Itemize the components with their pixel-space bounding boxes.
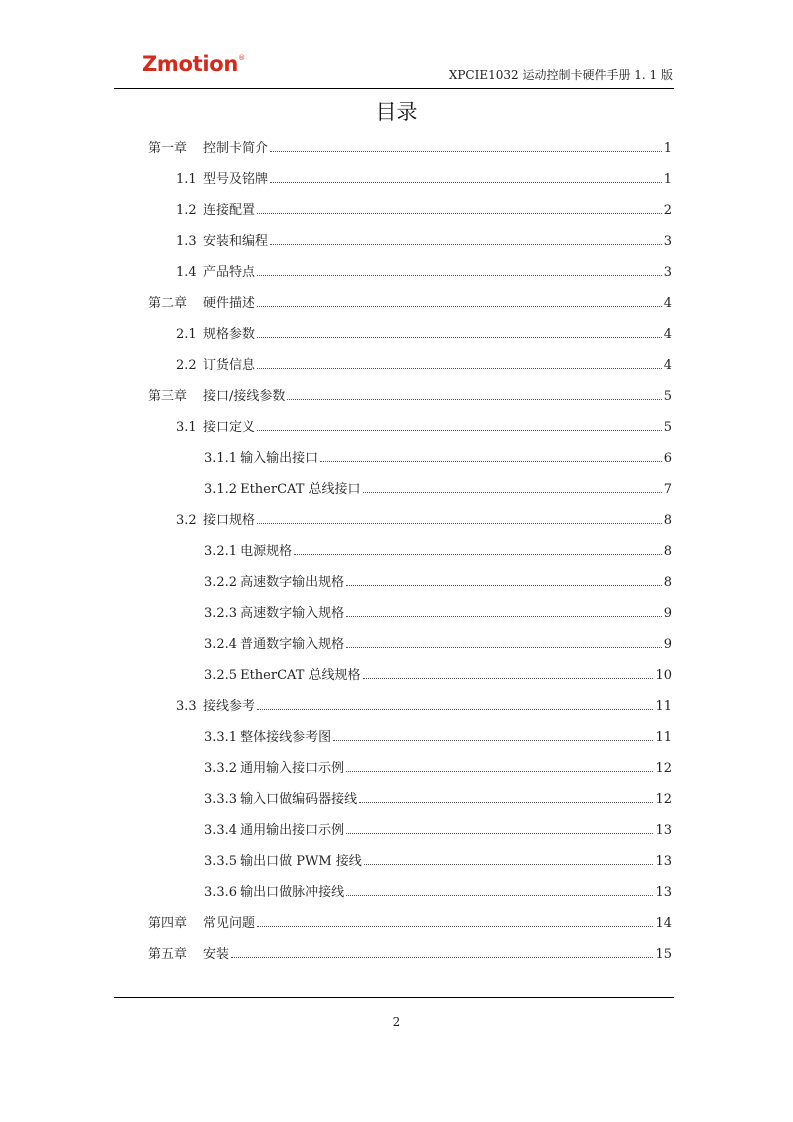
toc-entry-title: 高速数字输入规格 xyxy=(240,606,345,621)
toc-entry[interactable] xyxy=(204,819,672,837)
toc-entry-number: 1.1 xyxy=(176,172,197,187)
toc-dot-leader xyxy=(363,488,662,493)
toc-dot-leader xyxy=(287,395,661,400)
toc-dot-leader xyxy=(346,767,653,772)
toc-entry-title: 常见问题 xyxy=(203,916,256,931)
toc-entry[interactable] xyxy=(204,540,672,558)
toc-entry-number: 3.2.4 xyxy=(204,637,238,652)
zmotion-logo xyxy=(142,52,245,76)
toc-entry-page: 3 xyxy=(663,265,672,280)
toc-entry[interactable] xyxy=(148,385,672,403)
toc-dot-leader xyxy=(270,147,662,152)
toc-entry-title: 规格参数 xyxy=(203,327,256,342)
toc-entry[interactable] xyxy=(148,912,672,930)
toc-entry-page: 3 xyxy=(663,234,672,249)
toc-entry-number: 3.3.4 xyxy=(204,823,238,838)
page-number: 2 xyxy=(392,1015,401,1029)
toc-entry-page: 4 xyxy=(663,358,672,373)
toc-entry-page: 14 xyxy=(655,916,672,931)
toc-entry-number: 3.2.2 xyxy=(204,575,238,590)
toc-entry[interactable] xyxy=(148,292,672,310)
toc-dot-leader xyxy=(257,426,662,431)
toc-entry-number: 第五章 xyxy=(148,947,188,962)
toc-entry-title: 输出口做 PWM 接线 xyxy=(240,854,362,869)
toc-entry-number: 3.3.3 xyxy=(204,792,238,807)
toc-entry-number: 第二章 xyxy=(148,296,188,311)
toc-entry[interactable] xyxy=(176,261,672,279)
toc-entry-title: 整体接线参考图 xyxy=(240,730,332,745)
toc-entry-number: 3.1.2 xyxy=(204,482,238,497)
toc-entry-title: 普通数字输入规格 xyxy=(240,637,345,652)
toc-entry-title: 型号及铭牌 xyxy=(203,172,269,187)
toc-entry[interactable] xyxy=(204,726,672,744)
toc-dot-leader xyxy=(346,612,662,617)
toc-entry[interactable] xyxy=(204,788,672,806)
toc-entry[interactable] xyxy=(204,881,672,899)
toc-entry-number: 3.2.1 xyxy=(204,544,238,559)
toc-entry-page: 5 xyxy=(663,389,672,404)
toc-entry-title: 连接配置 xyxy=(203,203,256,218)
toc-dot-leader xyxy=(359,798,653,803)
toc-entry-title: 通用输出接口示例 xyxy=(240,823,345,838)
toc-entry-title: 控制卡简介 xyxy=(203,141,269,156)
toc-entry[interactable] xyxy=(176,323,672,341)
toc-entry[interactable] xyxy=(176,168,672,186)
toc-entry-title: 接口规格 xyxy=(203,513,256,528)
toc-entry-title: 订货信息 xyxy=(203,358,256,373)
toc-entry-number: 3.1.1 xyxy=(204,451,238,466)
toc-entry-page: 8 xyxy=(663,544,672,559)
toc-entry-title: 输入口做编码器接线 xyxy=(240,792,358,807)
toc-entry-number: 3.2 xyxy=(176,513,197,528)
toc-entry-number: 第三章 xyxy=(148,389,188,404)
toc-entry-title: 硬件描述 xyxy=(203,296,256,311)
toc-entry-number: 2.1 xyxy=(176,327,197,342)
document-title: XPCIE1032 运动控制卡硬件手册 1. 1 版 xyxy=(448,68,673,82)
toc-entry-title: 接口/接线参数 xyxy=(203,389,286,404)
toc-entry[interactable] xyxy=(176,230,672,248)
toc-entry-page: 8 xyxy=(663,513,672,528)
toc-dot-leader xyxy=(257,271,662,276)
toc-entry[interactable] xyxy=(176,695,672,713)
toc-entry[interactable] xyxy=(148,137,672,155)
toc-entry-title: 输入输出接口 xyxy=(240,451,319,466)
toc-dot-leader xyxy=(346,581,662,586)
toc-entry-page: 9 xyxy=(663,606,672,621)
toc-entry-title: 安装和编程 xyxy=(203,234,269,249)
toc-entry[interactable] xyxy=(148,943,672,961)
toc-entry[interactable] xyxy=(176,416,672,434)
toc-entry[interactable] xyxy=(204,447,672,465)
toc-entry-title: 高速数字输出规格 xyxy=(240,575,345,590)
toc-entry[interactable] xyxy=(176,509,672,527)
toc-dot-leader xyxy=(231,953,653,958)
toc-dot-leader xyxy=(346,829,653,834)
toc-entry-number: 第四章 xyxy=(148,916,188,931)
toc-entry[interactable] xyxy=(204,602,672,620)
toc-dot-leader xyxy=(257,922,653,927)
toc-entry-page: 13 xyxy=(655,885,672,900)
toc-entry-title: EtherCAT 总线规格 xyxy=(240,668,361,683)
toc-entry-page: 13 xyxy=(655,823,672,838)
toc-entry-page: 1 xyxy=(663,141,672,156)
toc-entry-number: 1.3 xyxy=(176,234,197,249)
toc-entry-page: 13 xyxy=(655,854,672,869)
toc-entry-number: 3.2.5 xyxy=(204,668,238,683)
toc-entry[interactable] xyxy=(204,478,672,496)
toc-entry-page: 10 xyxy=(655,668,672,683)
toc-entry-number: 1.4 xyxy=(176,265,197,280)
toc-entry-page: 15 xyxy=(655,947,672,962)
toc-entry-number: 3.3 xyxy=(176,699,197,714)
toc-dot-leader xyxy=(346,643,662,648)
toc-entry-number: 第一章 xyxy=(148,141,188,156)
toc-entry-page: 11 xyxy=(655,699,672,714)
toc-entry[interactable] xyxy=(204,664,672,682)
toc-entry-page: 12 xyxy=(655,792,672,807)
toc-dot-leader xyxy=(257,209,662,214)
toc-dot-leader xyxy=(270,240,662,245)
toc-entry-number: 2.2 xyxy=(176,358,197,373)
toc-entry-number: 3.3.2 xyxy=(204,761,238,776)
toc-entry-page: 2 xyxy=(663,203,672,218)
toc-dot-leader xyxy=(270,178,662,183)
footer-divider xyxy=(114,997,674,998)
toc-entry-page: 7 xyxy=(663,482,672,497)
toc-entry-page: 1 xyxy=(663,172,672,187)
toc-entry-number: 3.1 xyxy=(176,420,197,435)
toc-title: 目录 xyxy=(375,100,418,124)
toc-dot-leader xyxy=(257,519,662,524)
toc-entry-title: 输出口做脉冲接线 xyxy=(240,885,345,900)
toc-entry-page: 11 xyxy=(655,730,672,745)
registered-mark: ® xyxy=(238,54,245,62)
toc-entry[interactable] xyxy=(176,199,672,217)
toc-dot-leader xyxy=(257,302,662,307)
toc-dot-leader xyxy=(257,364,662,369)
toc-entry-number: 3.3.6 xyxy=(204,885,238,900)
toc-entry[interactable] xyxy=(204,633,672,651)
toc-entry[interactable] xyxy=(176,354,672,372)
toc-entry-page: 4 xyxy=(663,327,672,342)
toc-entry-number: 3.3.5 xyxy=(204,854,238,869)
toc-entry-page: 9 xyxy=(663,637,672,652)
toc-entry-page: 5 xyxy=(663,420,672,435)
toc-entry-title: 通用输入接口示例 xyxy=(240,761,345,776)
toc-entry-title: 接线参考 xyxy=(203,699,256,714)
toc-dot-leader xyxy=(257,705,653,710)
toc-dot-leader xyxy=(346,891,653,896)
toc-entry[interactable] xyxy=(204,757,672,775)
toc-dot-leader xyxy=(294,550,662,555)
toc-entry-title: 安装 xyxy=(203,947,230,962)
toc-entry-page: 12 xyxy=(655,761,672,776)
toc-dot-leader xyxy=(363,674,654,679)
toc-dot-leader xyxy=(333,736,653,741)
toc-entry[interactable] xyxy=(204,571,672,589)
toc-entry-title: 电源规格 xyxy=(240,544,293,559)
toc-entry-page: 6 xyxy=(663,451,672,466)
toc-dot-leader xyxy=(320,457,662,462)
toc-dot-leader xyxy=(364,860,654,865)
toc-entry-title: EtherCAT 总线接口 xyxy=(240,482,361,497)
logo-text: Zmotion xyxy=(142,52,239,76)
toc-entry-number: 3.2.3 xyxy=(204,606,238,621)
toc-entry[interactable] xyxy=(204,850,672,868)
toc-dot-leader xyxy=(257,333,662,338)
toc-entry-page: 4 xyxy=(663,296,672,311)
toc-entry-number: 3.3.1 xyxy=(204,730,238,745)
toc-entry-page: 8 xyxy=(663,575,672,590)
header-divider xyxy=(114,88,674,89)
toc-entry-number: 1.2 xyxy=(176,203,197,218)
toc-entry-title: 接口定义 xyxy=(203,420,256,435)
toc-entry-title: 产品特点 xyxy=(203,265,256,280)
